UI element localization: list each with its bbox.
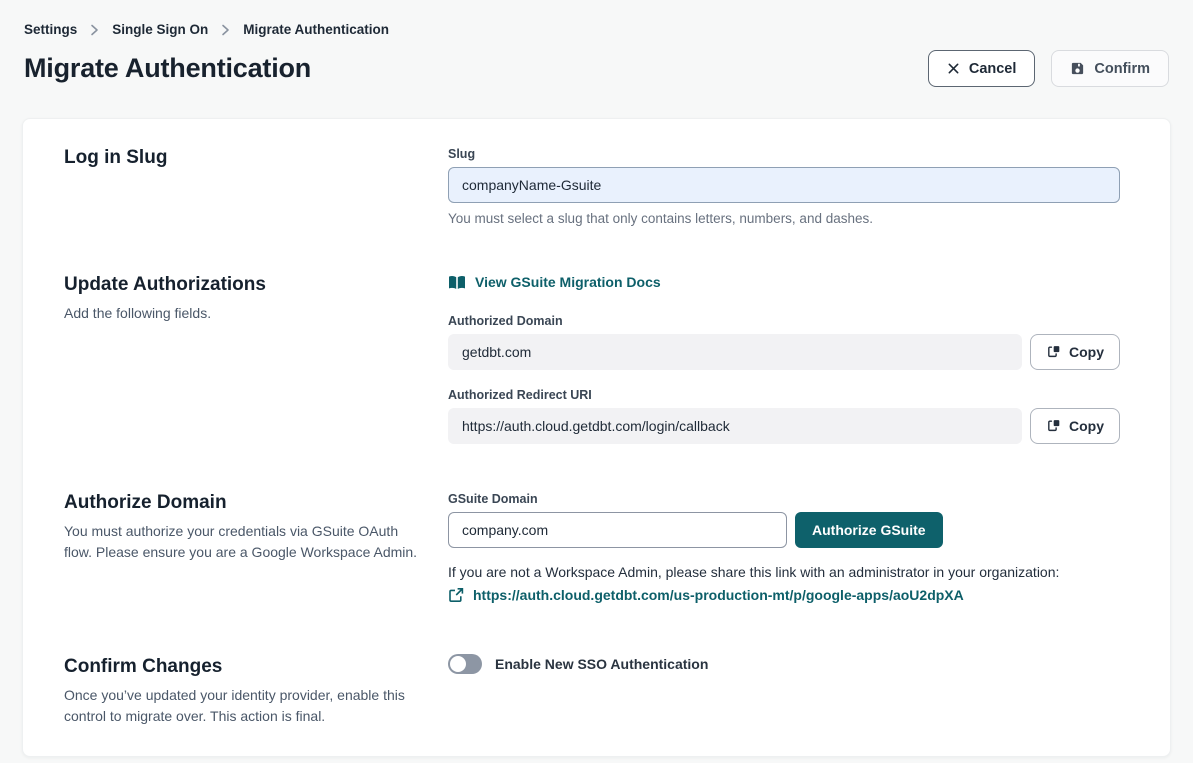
- section-confirm-changes-left: [64, 656, 448, 729]
- slug-helper-text: You must select a slug that only contains letters, numbers, and dashes.: [448, 211, 873, 226]
- section-update-authorizations-left: [64, 274, 448, 444]
- page-header: [24, 50, 1169, 87]
- admin-share-link[interactable]: [448, 587, 964, 603]
- section-title: Authorize Domain: [64, 491, 227, 513]
- breadcrumb-settings[interactable]: Settings: [24, 22, 78, 37]
- slug-input[interactable]: [448, 167, 1120, 203]
- section-login-slug-left: [64, 147, 448, 226]
- breadcrumb-single-sign-on[interactable]: Single Sign On: [112, 22, 209, 37]
- section-login-slug-right: [448, 147, 1120, 226]
- section-confirm-changes: [64, 656, 1120, 729]
- top-bar: [0, 0, 1193, 87]
- toggle-knob: [450, 656, 466, 672]
- section-authorize-domain-left: [64, 492, 448, 608]
- chevron-right-icon: [221, 24, 230, 36]
- section-authorize-domain-right: [448, 492, 1120, 608]
- copy-icon: [1046, 344, 1061, 359]
- section-title: Update Authorizations: [64, 274, 266, 295]
- copy-redirect-uri-button[interactable]: [1030, 408, 1120, 444]
- section-title: Confirm Changes: [64, 655, 223, 677]
- cancel-button-label: Cancel: [968, 60, 1017, 77]
- section-confirm-changes-right: [448, 656, 1120, 729]
- breadcrumb: [24, 22, 1169, 37]
- authorized-domain-value: getdbt.com: [448, 334, 1022, 370]
- breadcrumb-migrate-authentication: Migrate Authentication: [243, 22, 390, 37]
- section-title: Log in Slug: [64, 147, 168, 168]
- section-subtitle: Once you’ve updated your identity provider, enable this control to migrate over. This action is final.: [64, 686, 405, 725]
- enable-sso-toggle-label: Enable New SSO Authentication: [495, 655, 709, 672]
- copy-button-label: Copy: [1069, 343, 1104, 360]
- copy-icon: [1046, 418, 1061, 433]
- authorized-domain-label: Authorized Domain: [448, 313, 563, 328]
- copy-button-label: Copy: [1069, 417, 1104, 434]
- admin-share-link-label: https://auth.cloud.getdbt.com/us-production-mt/p/google-apps/aoU2dpXA: [473, 586, 964, 603]
- section-subtitle: You must authorize your credentials via GSuite OAuth flow. Please ensure you are a Google Workspace Admin.: [64, 522, 418, 561]
- authorize-gsuite-button[interactable]: Authorize GSuite: [795, 512, 943, 548]
- save-icon: [1070, 61, 1085, 76]
- gsuite-migration-docs-link[interactable]: [448, 274, 661, 290]
- copy-authorized-domain-button[interactable]: [1030, 334, 1120, 370]
- confirm-button-label: Confirm: [1094, 60, 1150, 77]
- section-update-authorizations: [64, 274, 1120, 444]
- enable-sso-toggle[interactable]: [448, 654, 482, 674]
- settings-card: [22, 118, 1171, 757]
- section-subtitle: Add the following fields.: [64, 305, 212, 321]
- header-actions: [928, 50, 1169, 87]
- book-icon: [448, 275, 466, 290]
- page-title: Migrate Authentication: [24, 53, 312, 83]
- docs-link-label: View GSuite Migration Docs: [475, 274, 661, 290]
- slug-label: Slug: [448, 147, 476, 161]
- redirect-uri-value: https://auth.cloud.getdbt.com/login/callback: [448, 408, 1022, 444]
- confirm-button[interactable]: [1051, 50, 1169, 87]
- external-link-icon: [448, 587, 464, 603]
- workspace-admin-note: If you are not a Workspace Admin, please share this link with an administrator in your organization:: [448, 563, 1060, 580]
- gsuite-domain-label: GSuite Domain: [448, 491, 538, 506]
- chevron-right-icon: [90, 24, 99, 36]
- section-authorize-domain: [64, 492, 1120, 608]
- cancel-button[interactable]: [928, 50, 1036, 87]
- gsuite-domain-input[interactable]: [448, 512, 787, 548]
- section-update-authorizations-right: [448, 274, 1120, 444]
- close-icon: [947, 62, 960, 75]
- redirect-uri-label: Authorized Redirect URI: [448, 387, 592, 402]
- section-login-slug: [64, 147, 1120, 226]
